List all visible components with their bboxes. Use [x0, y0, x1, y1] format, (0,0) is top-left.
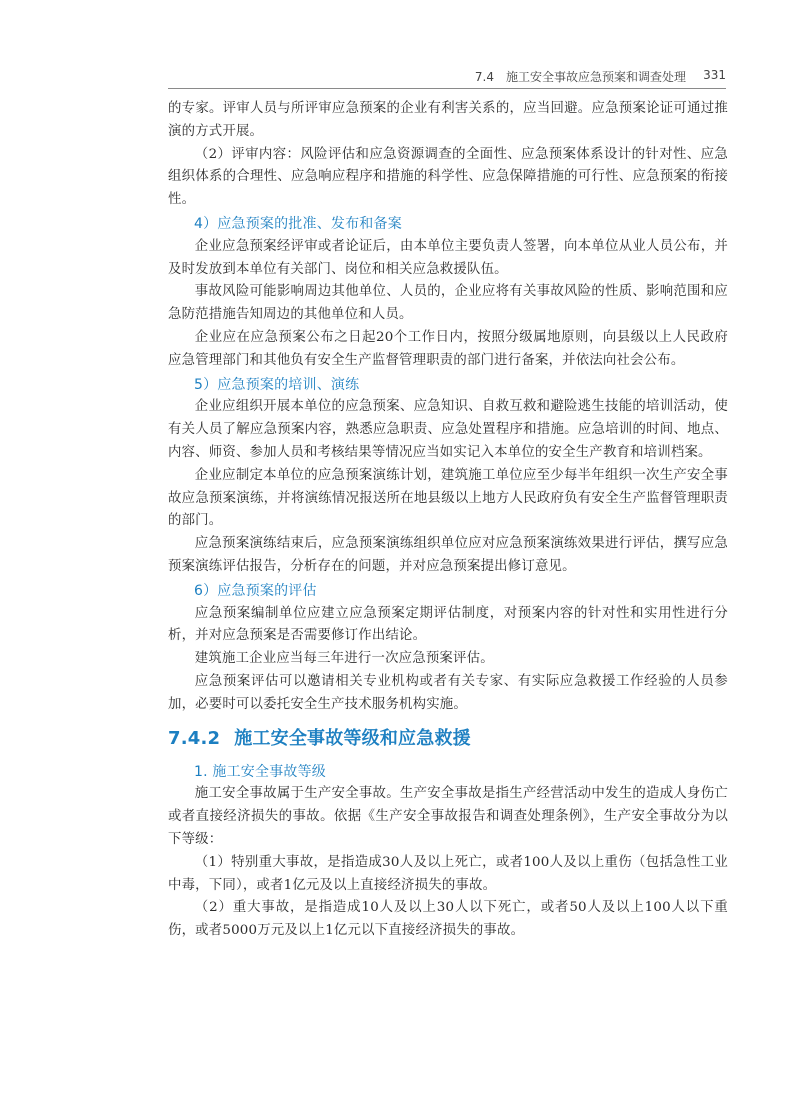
paragraph: 应急预案编制单位应建立应急预案定期评估制度，对预案内容的针对性和实用性进行分析，并对应急预案是否需要修订作出结论。	[168, 605, 728, 644]
paragraph: 事故风险可能影响周边其他单位、人员的，企业应将有关事故风险的性质、影响范围和应急防范措施告知周边的其他单位和人员。	[168, 284, 728, 323]
paragraph: 企业应在应急预案公布之日起20个工作日内，按照分级属地原则，向县级以上人民政府应急管理部门和其他负有安全生产监督管理职责的部门进行备案，并依法向社会公布。	[168, 329, 728, 368]
subsection-heading: 5）应急预案的培训、演练	[194, 376, 360, 393]
page-body	[168, 98, 728, 943]
paragraph: 应急预案评估可以邀请相关专业机构或者有关专家、有实际应急救援工作经验的人员参加，必要时可以委托安全生产技术服务机构实施。	[168, 673, 728, 712]
paragraph: （2）重大事故，是指造成10人及以上30人以下死亡，或者50人及以上100人以下重伤，或者5000万元及以上1亿元以下直接经济损失的事故。	[168, 900, 728, 939]
paragraph: （1）特别重大事故，是指造成30人及以上死亡，或者100人及以上重伤（包括急性工业中毒，下同），或者1亿元及以上直接经济损失的事故。	[168, 854, 728, 893]
running-header	[168, 66, 726, 89]
paragraph: 应急预案演练结束后，应急预案演练组织单位应对应急预案演练效果进行评估，撰写应急预案演练评估报告，分析存在的问题，并对应急预案提出修订意见。	[168, 536, 728, 574]
paragraph: 企业应组织开展本单位的应急预案、应急知识、自救互救和避险逃生技能的培训活动，使有关人员了解应急预案内容，熟悉应急职责、应急处置程序和措施。应急培训的时间、地点、内容、师资、参加人员和考核结果等情况应当如实记入本单位的安全生产教育和培训档案。	[168, 399, 728, 460]
subsection-heading: 6）应急预案的评估	[194, 582, 317, 599]
paragraph: 企业应制定本单位的应急预案演练计划，建筑施工单位应至少每半年组织一次生产安全事故应急预案演练，并将演练情况报送所在地县级以上地方人民政府负有安全生产监督管理职责的部门。	[168, 467, 728, 529]
paragraph: 施工安全事故属于生产安全事故。生产安全事故是指生产经营活动中发生的造成人身伤亡或者直接经济损失的事故。依据《生产安全事故报告和调查处理条例》，生产安全事故分为以下等级：	[168, 786, 728, 847]
subsection-heading: 1. 施工安全事故等级	[194, 763, 327, 780]
subsection-heading: 4）应急预案的批准、发布和备案	[194, 215, 402, 232]
paragraph: 建筑施工企业应当每三年进行一次应急预案评估。	[194, 651, 494, 667]
paragraph: （2）评审内容：风险评估和应急资源调查的全面性、应急预案体系设计的针对性、应急组织体系的合理性、应急响应程序和措施的科学性、应急保障措施的可行性、应急预案的衔接性。	[168, 146, 728, 208]
paragraph: 的专家。评审人员与所评审应急预案的企业有利害关系的，应当回避。应急预案论证可通过推演的方式开展。	[168, 101, 728, 139]
header-title: 7.4 施工安全事故应急预案和调查处理	[474, 70, 686, 84]
section-number: 7.4.2	[168, 727, 221, 749]
section-title: 施工安全事故等级和应急救援	[234, 727, 471, 749]
page-number: 331	[703, 68, 726, 82]
section-heading	[168, 725, 728, 753]
paragraph: 企业应急预案经评审或者论证后，由本单位主要负责人签署，向本单位从业人员公布，并及时发放到本单位有关部门、岗位和相关应急救援队伍。	[168, 238, 728, 277]
